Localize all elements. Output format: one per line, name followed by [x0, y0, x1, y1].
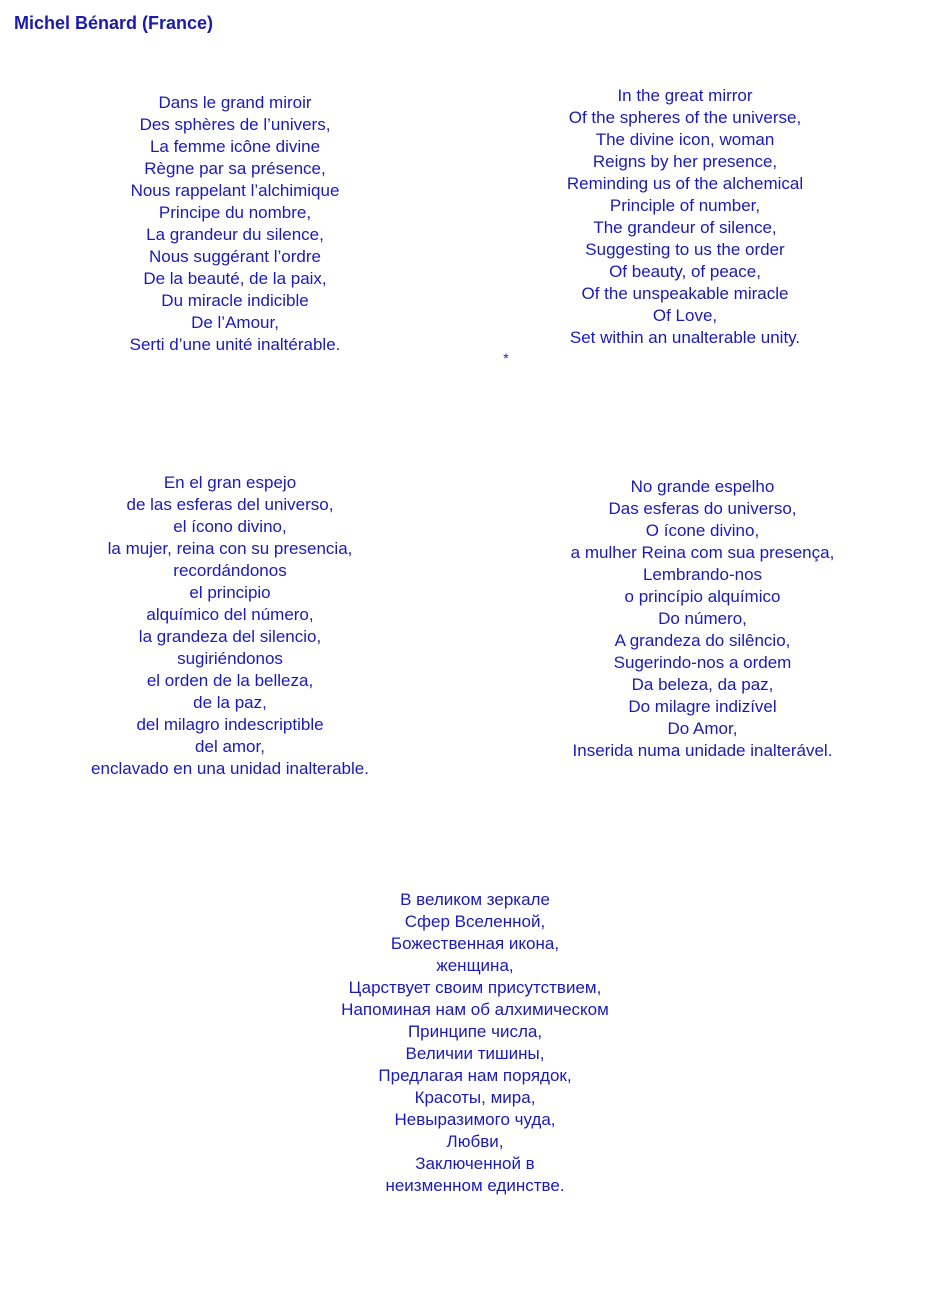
poem-line: En el gran espejo: [163, 473, 297, 492]
poem-line: Do Amor,: [667, 719, 738, 738]
poem-line: sugiriéndonos: [177, 649, 283, 668]
section-separator: *: [503, 350, 509, 366]
poem-line: Du miracle indicible: [161, 291, 309, 310]
poem-line: Of the unspeakable miracle: [581, 284, 789, 303]
poem-line: La grandeur du silence,: [146, 225, 324, 244]
poem-line: The divine icon, woman: [595, 130, 775, 149]
poem-line: Царствует своим присутствием,: [348, 978, 602, 997]
poem-line: Божественная икона,: [390, 934, 560, 953]
poem-line: Reigns by her presence,: [592, 152, 778, 171]
author-heading: Michel Bénard (France): [14, 13, 214, 33]
poem-line: Sugerindo-nos a ordem: [613, 653, 792, 672]
poem-portuguese: [545, 476, 860, 762]
poem-line: Of the spheres of the universe,: [568, 108, 802, 127]
poem-line: A grandeza do silêncio,: [614, 631, 791, 650]
poem-line: del amor,: [195, 737, 265, 756]
poem-line: el orden de la belleza,: [146, 671, 314, 690]
poem-line: Nous rappelant l’alchimique: [130, 181, 340, 200]
poem-line: No grande espelho: [630, 477, 775, 496]
poem-line: The grandeur of silence,: [593, 218, 777, 237]
poem-line: a mulher Reina com sua presença,: [570, 543, 835, 562]
poem-line: Do número,: [658, 609, 747, 628]
poem-line: Of beauty, of peace,: [609, 262, 761, 281]
poem-line: Принципе числа,: [407, 1022, 543, 1041]
poem-line: Das esferas do universo,: [608, 499, 797, 518]
poem-spanish: [60, 472, 400, 780]
poem-line: Inserida numa unidade inalterável.: [572, 741, 833, 760]
poem-line: enclavado en una unidad inalterable.: [91, 759, 369, 778]
poem-line: Suggesting to us the order: [585, 240, 785, 259]
poem-line: Любви,: [446, 1132, 504, 1151]
poem-line: o princípio alquímico: [624, 587, 781, 606]
poem-line: de la paz,: [193, 693, 267, 712]
poem-line: Principle of number,: [609, 196, 761, 215]
poem-line: el ícono divino,: [173, 517, 287, 536]
poem-line: In the great mirror: [617, 86, 753, 105]
poem-line: Principe du nombre,: [158, 203, 312, 222]
poem-line: alquímico del número,: [146, 605, 314, 624]
poem-line: La femme icône divine: [149, 137, 321, 156]
poem-line: Set within an unalterable unity.: [569, 328, 801, 347]
poem-line: la grandeza del silencio,: [138, 627, 322, 646]
poem-line: Serti d’une unité inaltérable.: [129, 335, 341, 354]
poem-line: Величии тишины,: [405, 1044, 545, 1063]
poem-line: Предлагая нам порядок,: [378, 1066, 572, 1085]
poem-line: Напоминая нам об алхимическом: [341, 1000, 609, 1019]
poem-line: Nous suggérant l’ordre: [149, 247, 321, 266]
poem-russian: [300, 889, 650, 1197]
poem-line: Заключенной в: [415, 1154, 535, 1173]
poem-line: Do milagre indizível: [628, 697, 777, 716]
poem-line: de las esferas del universo,: [126, 495, 334, 514]
poem-line: recordándonos: [173, 561, 287, 580]
poem-line: Reminding us of the alchemical: [566, 174, 804, 193]
poem-line: Des sphères de l’univers,: [139, 115, 331, 134]
poem-line: del milagro indescriptible: [136, 715, 324, 734]
poem-line: O ícone divino,: [645, 521, 760, 540]
poem-line: Règne par sa présence,: [144, 159, 326, 178]
poem-line: неизменном единстве.: [385, 1176, 565, 1195]
poem-line: el principio: [189, 583, 271, 602]
poem-line: Da beleza, da paz,: [631, 675, 774, 694]
poem-english: [530, 85, 840, 349]
poem-line: De l’Amour,: [191, 313, 279, 332]
poem-line: женщина,: [436, 956, 514, 975]
poem-line: Of Love,: [652, 306, 718, 325]
poem-line: Dans le grand miroir: [158, 93, 312, 112]
poem-line: В великом зеркале: [400, 890, 550, 909]
poem-french: [80, 92, 390, 356]
poem-line: De la beauté, de la paix,: [143, 269, 327, 288]
poem-line: la mujer, reina con su presencia,: [107, 539, 353, 558]
poem-line: Сфер Вселенной,: [404, 912, 546, 931]
poem-line: Красоты, мира,: [414, 1088, 536, 1107]
poem-line: Невыразимого чуда,: [394, 1110, 556, 1129]
poem-line: Lembrando-nos: [642, 565, 763, 584]
